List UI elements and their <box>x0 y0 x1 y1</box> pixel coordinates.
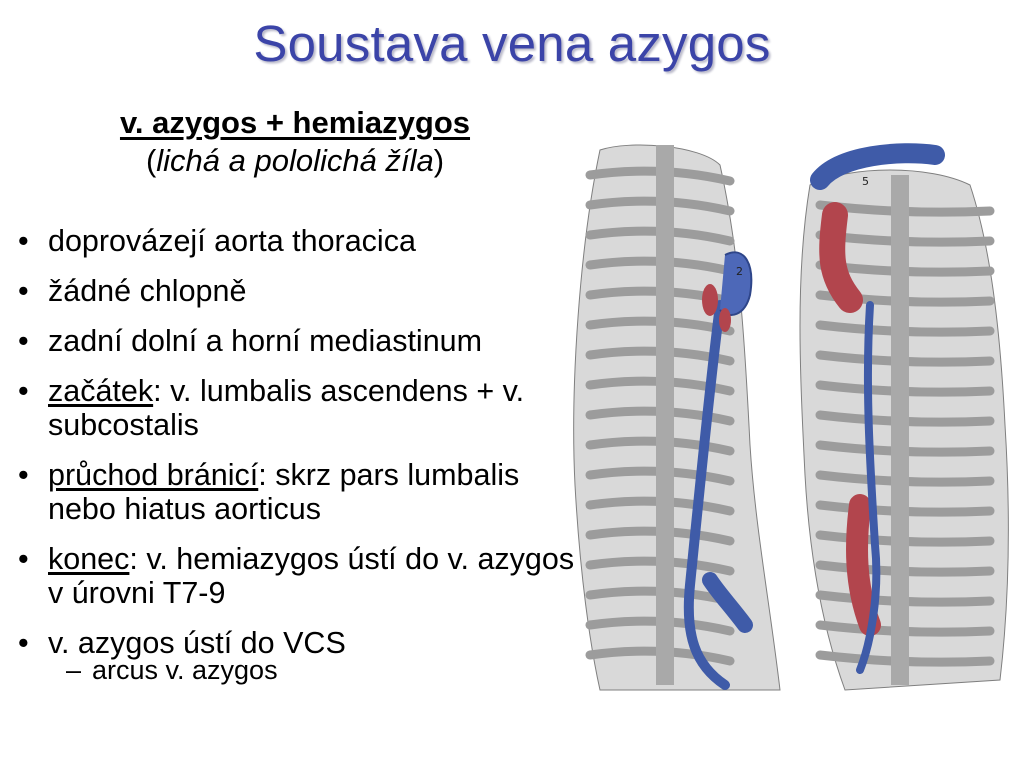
bullet-label: začátek <box>48 374 154 408</box>
bullet-text: : skrz pars lumbalis nebo hiatus aorticus <box>48 458 520 526</box>
subtitle-note <box>40 142 550 180</box>
left-vein-arch <box>720 252 751 315</box>
bullet-item <box>16 626 576 686</box>
left-artery-section <box>702 284 718 316</box>
slide-subtitle <box>40 104 550 180</box>
bullet-item <box>16 374 576 442</box>
bullet-text: v. azygos ústí do VCS <box>48 626 346 660</box>
anatomical-illustration <box>570 125 1015 705</box>
bullet-label: konec <box>48 542 130 576</box>
bullet-text: doprovázejí aorta thoracica <box>48 224 416 258</box>
bullet-text: zadní dolní a horní mediastinum <box>48 324 483 358</box>
subtitle-italic: lichá a pololichá žíla <box>156 143 434 178</box>
left-spine-panel <box>574 145 780 690</box>
bullet-item <box>16 324 576 358</box>
bullet-item <box>16 224 576 258</box>
right-aorta-lower <box>857 505 870 625</box>
bullet-item <box>16 458 576 526</box>
bullet-item <box>16 274 576 308</box>
bullet-item <box>16 542 576 610</box>
paren-close: ) <box>433 143 445 178</box>
sub-bullet: – arcus v. azygos <box>48 654 576 686</box>
bullet-list <box>16 224 576 702</box>
paren-open: ( <box>145 143 157 178</box>
right-figure-label: 5 <box>862 175 869 188</box>
bullet-label: průchod bránicí <box>48 458 259 492</box>
azygos-system-drawing <box>570 125 1015 705</box>
slide-title: Soustava vena azygos <box>253 15 771 72</box>
left-figure-label: 2 <box>736 265 743 278</box>
bullet-text: žádné chlopně <box>48 274 247 308</box>
left-artery-section-2 <box>719 308 731 332</box>
subtitle-main: v. azygos + hemiazygos <box>119 105 471 140</box>
right-spine-panel <box>800 153 1008 690</box>
bullet-text: : v. hemiazygos ústí do v. azygos v úrovni T7-9 <box>48 542 575 610</box>
bullet-text: : v. lumbalis ascendens + v. subcostalis <box>48 374 525 442</box>
